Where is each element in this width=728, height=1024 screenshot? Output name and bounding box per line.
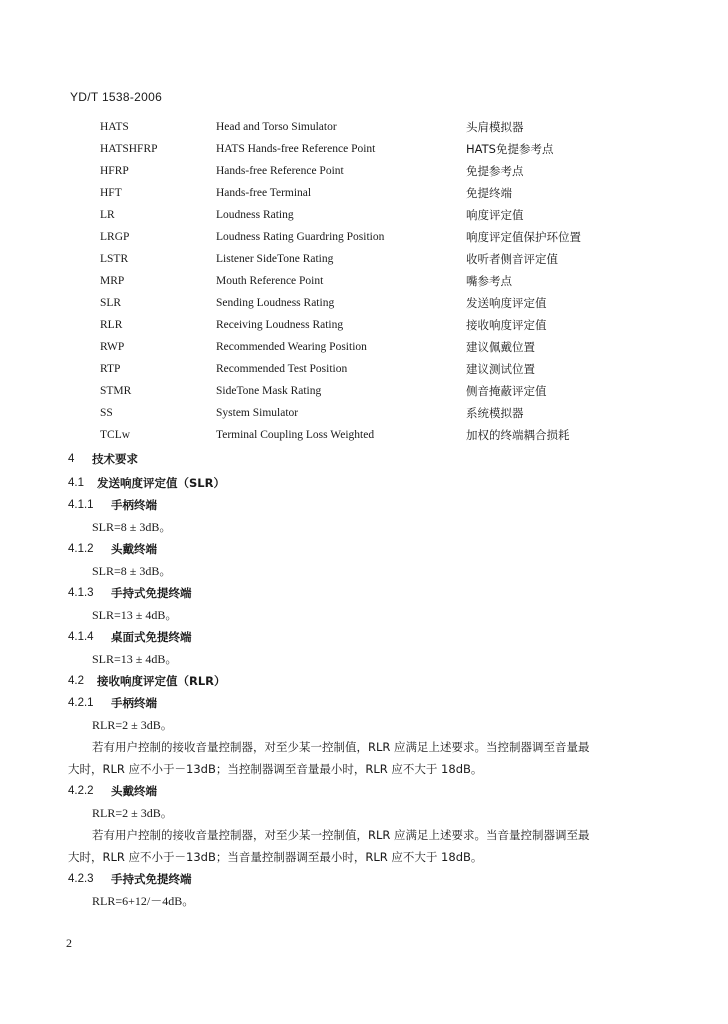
section-title: 发送响度评定值（SLR） [97, 476, 225, 490]
abbreviation-chinese: 响度评定值 [466, 208, 524, 222]
section-number: 4.2.1 [68, 697, 94, 709]
formula-line [0, 604, 728, 626]
abbreviation-term: MRP [100, 275, 125, 287]
abbreviation-chinese: 系统模拟器 [466, 406, 524, 420]
section-title: 接收响度评定值（RLR） [97, 674, 226, 688]
abbreviation-row [0, 160, 728, 182]
abbreviation-english: Recommended Wearing Position [216, 341, 367, 353]
section-title: 头戴终端 [111, 784, 157, 798]
document-id-header: YD/T 1538-2006 [70, 90, 163, 104]
section-number: 4.2.3 [68, 873, 94, 885]
section-4-2-heading [0, 670, 728, 692]
abbreviation-term: TCLw [100, 429, 131, 441]
abbreviation-english: HATS Hands-free Reference Point [216, 143, 376, 155]
abbreviation-english: Sending Loudness Rating [216, 297, 335, 309]
section-number: 4.1 [68, 477, 84, 489]
section-4-1-2-heading [0, 538, 728, 560]
abbreviation-row [0, 336, 728, 358]
abbreviation-row [0, 292, 728, 314]
abbreviation-english: Listener SideTone Rating [216, 253, 334, 265]
abbreviation-chinese: 建议测试位置 [466, 362, 535, 376]
abbreviation-term: SS [100, 407, 113, 419]
section-number: 4.2.2 [68, 785, 94, 797]
abbreviation-row [0, 138, 728, 160]
abbreviation-term: HATSHFRP [100, 143, 158, 155]
abbreviation-chinese: 响度评定值保护环位置 [466, 230, 581, 244]
abbreviation-row [0, 270, 728, 292]
section-4-1-3-heading [0, 582, 728, 604]
abbreviation-english: Loudness Rating Guardring Position [216, 231, 385, 243]
abbreviation-row [0, 204, 728, 226]
formula-text: SLR=8 ± 3dB。 [92, 564, 172, 578]
formula-text: RLR=2 ± 3dB。 [92, 718, 173, 732]
abbreviation-english: System Simulator [216, 407, 299, 419]
section-number: 4.1.4 [68, 631, 94, 643]
section-4-1-heading [0, 472, 728, 494]
formula-text: RLR=6+12/－4dB。 [92, 894, 195, 908]
abbreviation-english: Terminal Coupling Loss Weighted [216, 429, 375, 441]
paragraph-line [0, 758, 728, 780]
abbreviation-chinese: HATS免提参考点 [466, 142, 554, 156]
section-4-2-2-heading [0, 780, 728, 802]
formula-line [0, 560, 728, 582]
abbreviation-chinese: 加权的终端耦合损耗 [466, 428, 570, 442]
section-title: 桌面式免提终端 [111, 630, 192, 644]
abbreviation-row [0, 402, 728, 424]
formula-line [0, 648, 728, 670]
section-4-1-4-heading [0, 626, 728, 648]
paragraph-text: 大时，RLR 应不小于－13dB；当音量控制器调至最小时，RLR 应不大于 18dB。 [68, 850, 483, 864]
abbreviation-row [0, 116, 728, 138]
abbreviation-chinese: 建议佩戴位置 [466, 340, 535, 354]
abbreviation-term: RTP [100, 363, 121, 375]
formula-line [0, 714, 728, 736]
formula-text: RLR=2 ± 3dB。 [92, 806, 173, 820]
section-4-2-3-heading [0, 868, 728, 890]
abbreviation-term: HFRP [100, 165, 129, 177]
section-title: 手持式免提终端 [111, 586, 192, 600]
paragraph-line [0, 824, 728, 846]
abbreviation-term: HATS [100, 121, 129, 133]
abbreviation-term: RLR [100, 319, 123, 331]
paragraph-text: 若有用户控制的接收音量控制器，对至少某一控制值，RLR 应满足上述要求。当音量控制器调至最 [92, 828, 590, 842]
section-number: 4.1.3 [68, 587, 94, 599]
section-title: 手柄终端 [111, 696, 157, 710]
abbreviation-row [0, 358, 728, 380]
abbreviation-term: SLR [100, 297, 122, 309]
abbreviation-row [0, 424, 728, 446]
abbreviation-term: HFT [100, 187, 122, 199]
abbreviation-table [0, 116, 728, 446]
paragraph-text: 若有用户控制的接收音量控制器，对至少某一控制值，RLR 应满足上述要求。当控制器调至音量最 [92, 740, 590, 754]
page-number: 2 [66, 936, 72, 950]
abbreviation-chinese: 嘴参考点 [466, 274, 512, 288]
abbreviation-english: Hands-free Terminal [216, 187, 312, 199]
section-title: 技术要求 [92, 452, 138, 466]
section-title: 手持式免提终端 [111, 872, 192, 886]
section-title: 头戴终端 [111, 542, 157, 556]
abbreviation-chinese: 免提参考点 [466, 164, 524, 178]
section-title: 手柄终端 [111, 498, 157, 512]
formula-line [0, 802, 728, 824]
abbreviation-row [0, 380, 728, 402]
abbreviation-chinese: 接收响度评定值 [466, 318, 547, 332]
abbreviation-row [0, 314, 728, 336]
formula-text: SLR=13 ± 4dB。 [92, 608, 178, 622]
abbreviation-english: Loudness Rating [216, 209, 294, 221]
abbreviation-english: Recommended Test Position [216, 363, 348, 375]
abbreviation-english: Mouth Reference Point [216, 275, 324, 287]
abbreviation-chinese: 侧音掩蔽评定值 [466, 384, 547, 398]
section-number: 4 [68, 453, 75, 465]
abbreviation-row [0, 226, 728, 248]
section-4-1-1-heading [0, 494, 728, 516]
section-number: 4.1.1 [68, 499, 94, 511]
paragraph-line [0, 846, 728, 868]
formula-line [0, 890, 728, 912]
section-4-heading [0, 448, 728, 470]
abbreviation-term: LRGP [100, 231, 130, 243]
abbreviation-term: RWP [100, 341, 125, 353]
abbreviation-term: LR [100, 209, 115, 221]
abbreviation-chinese: 头肩模拟器 [466, 120, 524, 134]
formula-text: SLR=13 ± 4dB。 [92, 652, 178, 666]
abbreviation-chinese: 免提终端 [466, 186, 512, 200]
abbreviation-chinese: 发送响度评定值 [466, 296, 547, 310]
paragraph-text: 大时，RLR 应不小于－13dB；当控制器调至音量最小时，RLR 应不大于 18dB。 [68, 762, 483, 776]
abbreviation-english: Head and Torso Simulator [216, 121, 337, 133]
abbreviation-chinese: 收听者侧音评定值 [466, 252, 558, 266]
abbreviation-english: Hands-free Reference Point [216, 165, 344, 177]
abbreviation-row [0, 182, 728, 204]
section-number: 4.2 [68, 675, 84, 687]
abbreviation-term: LSTR [100, 253, 129, 265]
section-4-2-1-heading [0, 692, 728, 714]
formula-line [0, 516, 728, 538]
section-number: 4.1.2 [68, 543, 94, 555]
abbreviation-english: Receiving Loudness Rating [216, 319, 344, 331]
abbreviation-row [0, 248, 728, 270]
technical-requirements [0, 448, 728, 912]
paragraph-line [0, 736, 728, 758]
formula-text: SLR=8 ± 3dB。 [92, 520, 172, 534]
abbreviation-term: STMR [100, 385, 132, 397]
abbreviation-english: SideTone Mask Rating [216, 385, 322, 397]
